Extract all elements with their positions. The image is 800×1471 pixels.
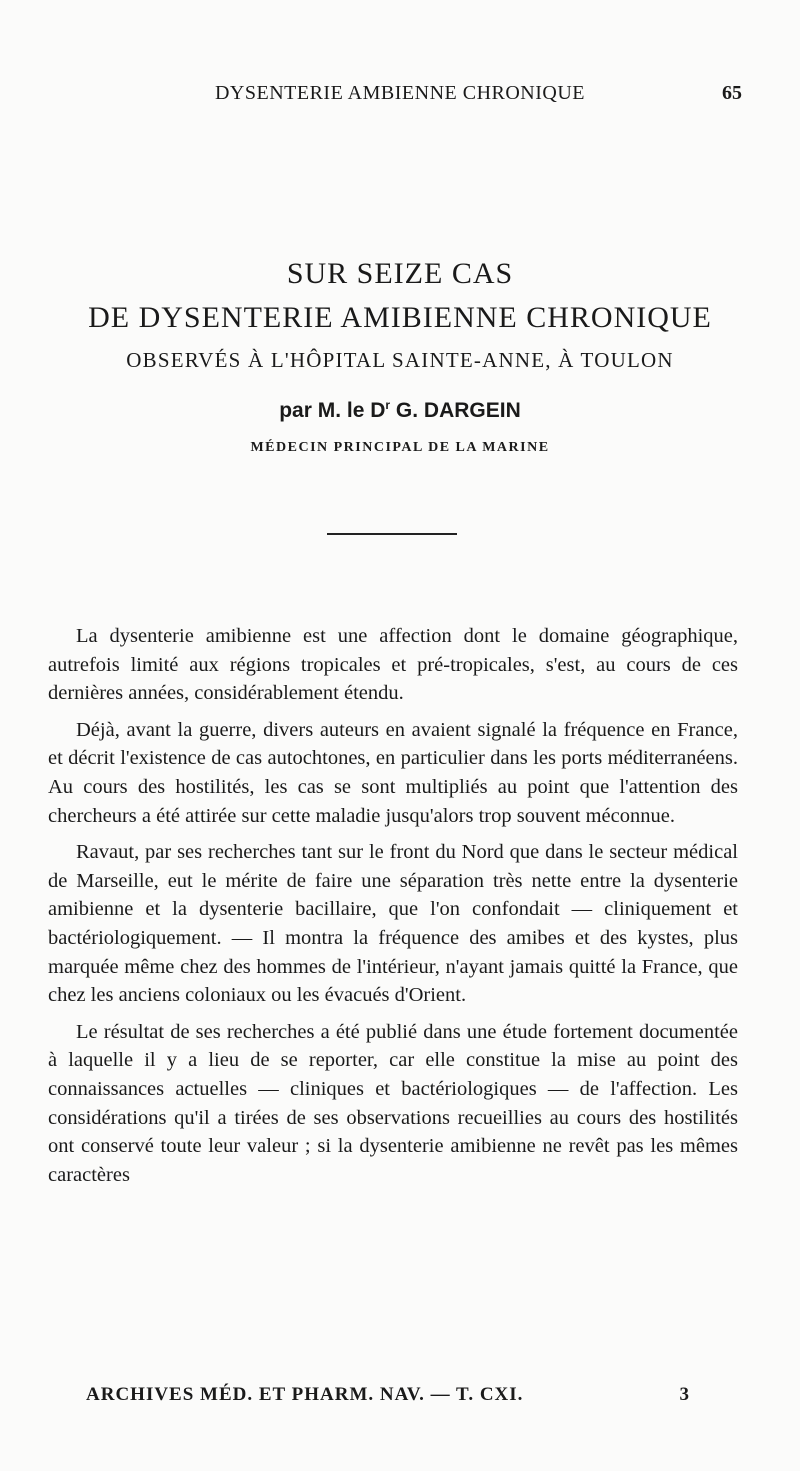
author-affiliation: MÉDECIN PRINCIPAL DE LA MARINE xyxy=(250,440,550,455)
paragraph: La dysenterie amibienne est une affection dont le domaine géographique, autrefois limité aux régions tropicales et pré-tropicales, s'est, au cours de ces dernières années, considérablement étendu. xyxy=(48,625,738,705)
paragraph: Ravaut, par ses recherches tant sur le front du Nord que dans le secteur médical de Marseille, eut le mérite de faire une séparation très nette entre la dysenterie amibienne et la dysenterie bacillaire, que l'on confondait — cliniquement et bactériologiquement. — Il montra la fréquence des amibes et des kystes, plus marquée même chez des hommes de l'intérieur, n'ayant jamais quitté la France, que chez les anciens coloniaux ou les évacués d'Orient. xyxy=(48,841,738,1007)
page-footer xyxy=(86,1384,706,1406)
article-subtitle: OBSERVÉS À L'HÔPITAL SAINTE-ANNE, À TOULON xyxy=(126,348,674,372)
body-text xyxy=(48,622,738,1197)
author-prefix: par M. le D xyxy=(279,399,386,422)
author-name: G. DARGEIN xyxy=(390,399,521,422)
paragraph: Déjà, avant la guerre, divers auteurs en avaient signalé la fréquence en France, et décrit l'existence de cas autochtones, en particulier dans les ports méditerranéens. Au cours des hostilités, les cas se sont multipliés au point que l'attention des chercheurs a été attirée sur cette maladie jusqu'alors trop souvent méconnue. xyxy=(48,718,738,827)
journal-citation: ARCHIVES MÉD. ET PHARM. NAV. — T. CXI. xyxy=(86,1384,524,1405)
paragraph: Le résultat de ses recherches a été publié dans une étude fortement documentée à laquelle il y a lieu de se reporter, car elle constitue la mise au point des connaissances actuelles — cliniques et bactériologiques — de l'affection. Les considérations qu'il a tirées de ses observations recueillies au cours des hostilités ont conservé toute leur valeur ; si la dysenterie amibienne ne revêt pas les mêmes caractères xyxy=(48,1020,738,1186)
article-title-line-1: SUR SEIZE CAS xyxy=(286,257,514,290)
page-number: 65 xyxy=(722,82,742,104)
author-superscript: r xyxy=(385,398,391,412)
running-head: DYSENTERIE AMBIENNE CHRONIQUE xyxy=(214,82,586,104)
section-divider xyxy=(327,533,457,535)
author-line xyxy=(40,390,760,426)
title-block xyxy=(40,252,760,456)
signature-mark: 3 xyxy=(679,1384,690,1405)
article-title-line-2: DE DYSENTERIE AMIBIENNE CHRONIQUE xyxy=(88,301,712,334)
